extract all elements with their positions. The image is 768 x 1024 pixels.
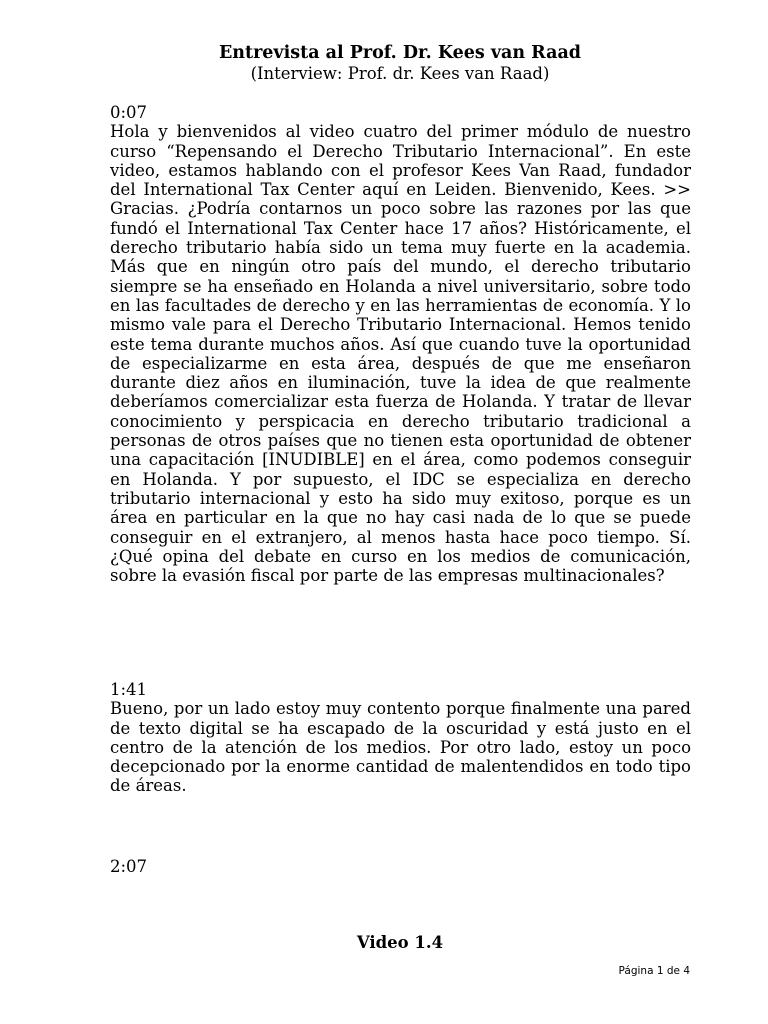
document-subtitle: (Interview: Prof. dr. Kees van Raad) [250, 64, 550, 83]
timestamp: 2:07 [110, 857, 148, 876]
transcript-section [110, 680, 691, 796]
transcript-paragraph: Bueno, por un lado estoy muy contento porque finalmente una pared de texto digital se ha escapado de la oscuridad y está justo en el centro de la atención de los medios. Por otro lado, estoy un poco decepcionado por la enorme cantidad de malentendidos en todo tipo de áreas. [110, 699, 691, 796]
timestamp: 1:41 [110, 680, 148, 699]
transcript-paragraph: Hola y bienvenidos al video cuatro del primer módulo de nuestro curso “Repensando el Derecho Tributario Internacional”. En este video, estamos hablando con el profesor Kees Van Raad, fundador del International Tax Center aquí en Leiden. Bienvenido, Kees. >> Gracias. ¿Podría contarnos un poco sobre las razones por las que fundó el International Tax Center hace 17 años? Históricamente, el derecho tributario había sido un tema muy fuerte en la academia. Más que en ningún otro país del mundo, el derecho tributario siempre se ha enseñado en Holanda a nivel universitario, sobre todo en las facultades de derecho y en las herramientas de economía. Y lo mismo vale para el Derecho Tributario Internacional. Hemos tenido este tema durante muchos años. Así que cuando tuve la oportunidad de especializarme en esta área, después de que me enseñaron durante diez años en iluminación, tuve la idea de que realmente deberíamos comercializar esta fuerza de Holanda. Y tratar de llevar conocimiento y perspicacia en derecho tributario tradicional a personas de otros países que no tienen esta oportunidad de obtener una capacitación [INUDIBLE] en el área, como podemos conseguir en Holanda. Y por supuesto, el IDC se especializa en derecho tributario internacional y esto ha sido muy exitoso, porque es un área en particular en la que no hay casi nada de lo que se puede conseguir en el extranjero, al menos hasta hace poco tiempo. Sí. ¿Qué opina del debate en curso en los medios de comunicación, sobre la evasión fiscal por parte de las empresas multinacionales? [110, 122, 691, 586]
transcript-section [110, 857, 691, 876]
footer-video-label: Video 1.4 [356, 933, 444, 952]
timestamp: 0:07 [110, 103, 148, 122]
page-number: Página 1 de 4 [618, 965, 690, 977]
document-title: Entrevista al Prof. Dr. Kees van Raad [218, 43, 582, 63]
transcript-section [110, 103, 691, 585]
